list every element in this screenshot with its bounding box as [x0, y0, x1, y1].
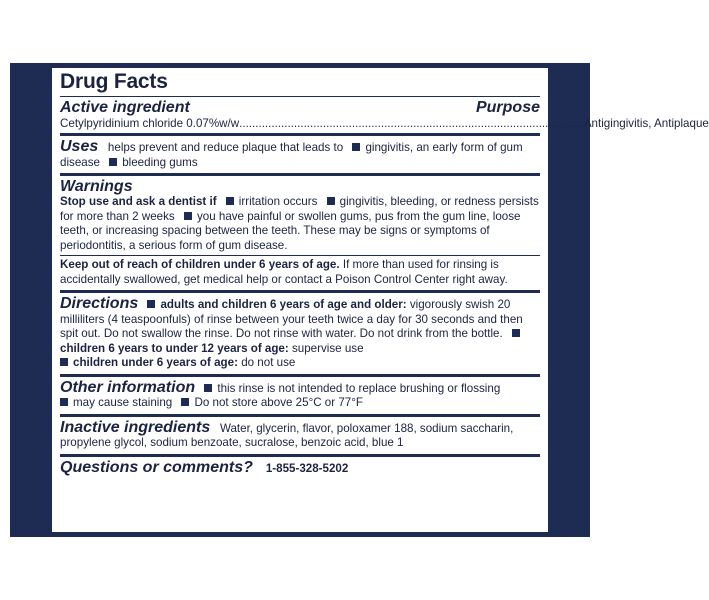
active-ingredient-purpose: Antigingivitis, Antiplaque [583, 117, 709, 130]
under6-label: children under 6 years of age: [73, 356, 238, 369]
children-label: children 6 years to under 12 years of age: [60, 341, 289, 355]
other-info-section [60, 379, 540, 412]
uses-section [60, 138, 540, 171]
stop-use-label: Stop use and ask a dentist if [60, 195, 217, 208]
section-divider [60, 374, 540, 377]
questions-heading: Questions or comments? [60, 458, 253, 476]
other-info-heading: Other information [60, 378, 196, 396]
inactive-text: Water, glycerin, flavor, poloxamer 188, sodium saccharin, propylene glycol, sodium benzoate, sucralose, benzoic acid, blue 1 [60, 421, 514, 449]
children-text: supervise use [291, 341, 364, 355]
bullet-icon [181, 398, 189, 406]
uses-heading: Uses [60, 138, 99, 155]
other-item: Do not store above 25°C or 77°F [194, 396, 363, 409]
section-divider [60, 133, 540, 136]
directions-section [60, 295, 540, 372]
active-ingredient-name: Cetylpyridinium chloride 0.07%w/w [60, 117, 240, 130]
other-item: this rinse is not intended to replace brushing or flossing [217, 381, 501, 395]
warning-item: gingivitis, bleeding, or redness persists for more than 2 weeks [60, 195, 539, 223]
inactive-heading: Inactive ingredients [60, 418, 211, 436]
under6-text: do not use [241, 356, 296, 369]
section-divider [60, 290, 540, 293]
warning-item: you have painful or swollen gums, pus from the gum line, loose teeth, or increasing spacing between the teeth. These may be signs or symptoms of periodontitis, a serious form of gum disease. [60, 209, 521, 252]
uses-item: bleeding gums [122, 155, 198, 169]
active-header-row [60, 99, 540, 117]
bullet-icon [109, 158, 117, 166]
questions-section [60, 459, 540, 478]
warning-item: irritation occurs [238, 195, 318, 208]
divider [60, 96, 540, 97]
bullet-icon [204, 384, 212, 392]
active-ingredient-row [60, 117, 709, 131]
bullet-icon [60, 398, 68, 406]
section-divider [60, 414, 540, 417]
leader-dots: ........................................................................................................... [239, 117, 584, 130]
uses-item: gingivitis, an early form of gum disease [60, 141, 523, 169]
keep-out-text: If more than used for rinsing is accidentally swallowed, get medical help or contact a Poison Control Center right away. [60, 258, 508, 286]
divider [60, 255, 540, 256]
section-divider [60, 173, 540, 176]
adults-text: vigorously swish 20 milliliters (4 teaspoonfuls) of rinse between your teeth twice a day for 30 seconds and then spit out. Do not swallow the rinse. Do not rinse with water. Do not drink from the bottle. [60, 298, 523, 340]
other-item: may cause staining [73, 396, 173, 409]
purpose-heading: Purpose [475, 99, 540, 116]
warnings-heading: Warnings [60, 178, 133, 195]
bullet-icon [226, 197, 234, 205]
keep-out-label: Keep out of reach of children under 6 years of age. [60, 258, 340, 271]
drug-facts-title: Drug Facts [60, 70, 168, 93]
warnings-section [60, 178, 540, 288]
bullet-icon [512, 329, 520, 337]
bullet-icon [60, 358, 68, 366]
inactive-section [60, 419, 540, 452]
bullet-icon [147, 300, 155, 308]
drug-facts-label [60, 70, 709, 477]
questions-phone: 1-855-328-5202 [265, 461, 349, 475]
directions-heading: Directions [60, 295, 139, 312]
bullet-icon [184, 212, 192, 220]
section-divider [60, 454, 540, 457]
uses-intro: helps prevent and reduce plaque that leads to [107, 141, 344, 154]
active-ingredient-heading: Active ingredient [60, 99, 190, 116]
bullet-icon [352, 143, 360, 151]
adults-label: adults and children 6 years of age and older: [160, 298, 407, 311]
bullet-icon [327, 197, 335, 205]
